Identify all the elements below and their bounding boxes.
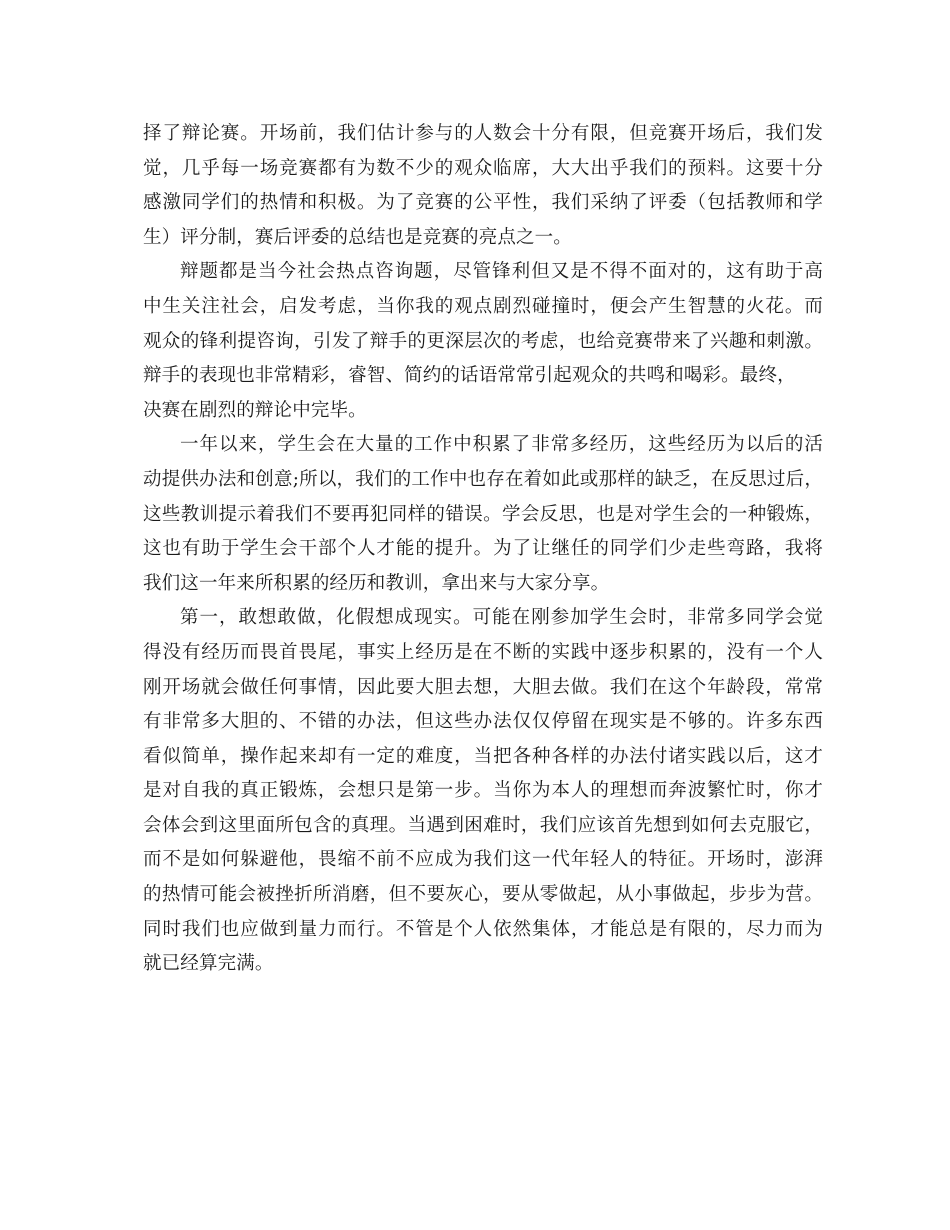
text-line: 会体会到这里面所包含的真理。当遇到困难时，我们应该首先想到如何去克服它， — [143, 814, 823, 836]
text-line: 一年以来，学生会在大量的工作中积累了非常多经历，这些经历为以后的活 — [180, 434, 823, 456]
document-body — [143, 117, 823, 982]
text-line: 觉，几乎每一场竞赛都有为数不少的观众临席，大大出乎我们的预料。这要十分 — [143, 157, 823, 179]
text-line: 观众的锋利提咨询，引发了辩手的更深层次的考虑，也给竞赛带来了兴趣和刺激。 — [143, 330, 823, 352]
text-line: 动提供办法和创意;所以，我们的工作中也存在着如此或那样的缺乏，在反思过后， — [143, 468, 823, 490]
text-line: 同时我们也应做到量力而行。不管是个人依然集体，才能总是有限的，尽力而为 — [143, 918, 823, 940]
text-line: 我们这一年来所积累的经历和教训，拿出来与大家分享。 — [143, 572, 610, 594]
text-line: 这也有助于学生会干部个人才能的提升。为了让继任的同学们少走些弯路，我将 — [143, 538, 823, 560]
text-line: 就已经算完满。 — [143, 953, 274, 975]
text-line: 而不是如何躲避他，畏缩不前不应成为我们这一代年轻人的特征。开场时，澎湃 — [143, 849, 823, 871]
text-line: 刚开场就会做任何事情，因此要大胆去想，大胆去做。我们在这个年龄段，常常 — [143, 676, 823, 698]
text-line: 辩题都是当今社会热点咨询题，尽管锋利但又是不得不面对的，这有助于高 — [180, 261, 823, 283]
text-line: 生）评分制，赛后评委的总结也是竞赛的亮点之一。 — [143, 226, 572, 248]
text-line: 感激同学们的热情和积极。为了竞赛的公平性，我们采纳了评委（包括教师和学 — [143, 192, 823, 214]
text-line: 看似简单，操作起来却有一定的难度，当把各种各样的办法付诸实践以后，这才 — [143, 745, 823, 767]
text-line: 第一，敢想敢做，化假想成现实。可能在刚参加学生会时，非常多同学会觉 — [180, 607, 823, 629]
text-line: 得没有经历而畏首畏尾，事实上经历是在不断的实践中逐步积累的，没有一个人 — [143, 641, 823, 663]
text-line: 决赛在剧烈的辩论中完毕。 — [143, 399, 367, 421]
text-line: 辩手的表现也非常精彩，睿智、简约的话语常常引起观众的共鸣和喝彩。最终， — [143, 365, 796, 387]
text-line: 中生关注社会，启发考虑，当你我的观点剧烈碰撞时，便会产生智慧的火花。而 — [143, 295, 823, 317]
text-line: 有非常多大胆的、不错的办法，但这些办法仅仅停留在现实是不够的。许多东西 — [143, 711, 823, 733]
text-line: 的热情可能会被挫折所消磨，但不要灰心，要从零做起，从小事做起，步步为营。 — [143, 884, 823, 906]
text-line: 是对自我的真正锻炼，会想只是第一步。当你为本人的理想而奔波繁忙时，你才 — [143, 780, 823, 802]
text-line: 这些教训提示着我们不要再犯同样的错误。学会反思，也是对学生会的一种锻炼， — [143, 503, 823, 525]
text-line: 择了辩论赛。开场前，我们估计参与的人数会十分有限，但竞赛开场后，我们发 — [143, 123, 823, 144]
